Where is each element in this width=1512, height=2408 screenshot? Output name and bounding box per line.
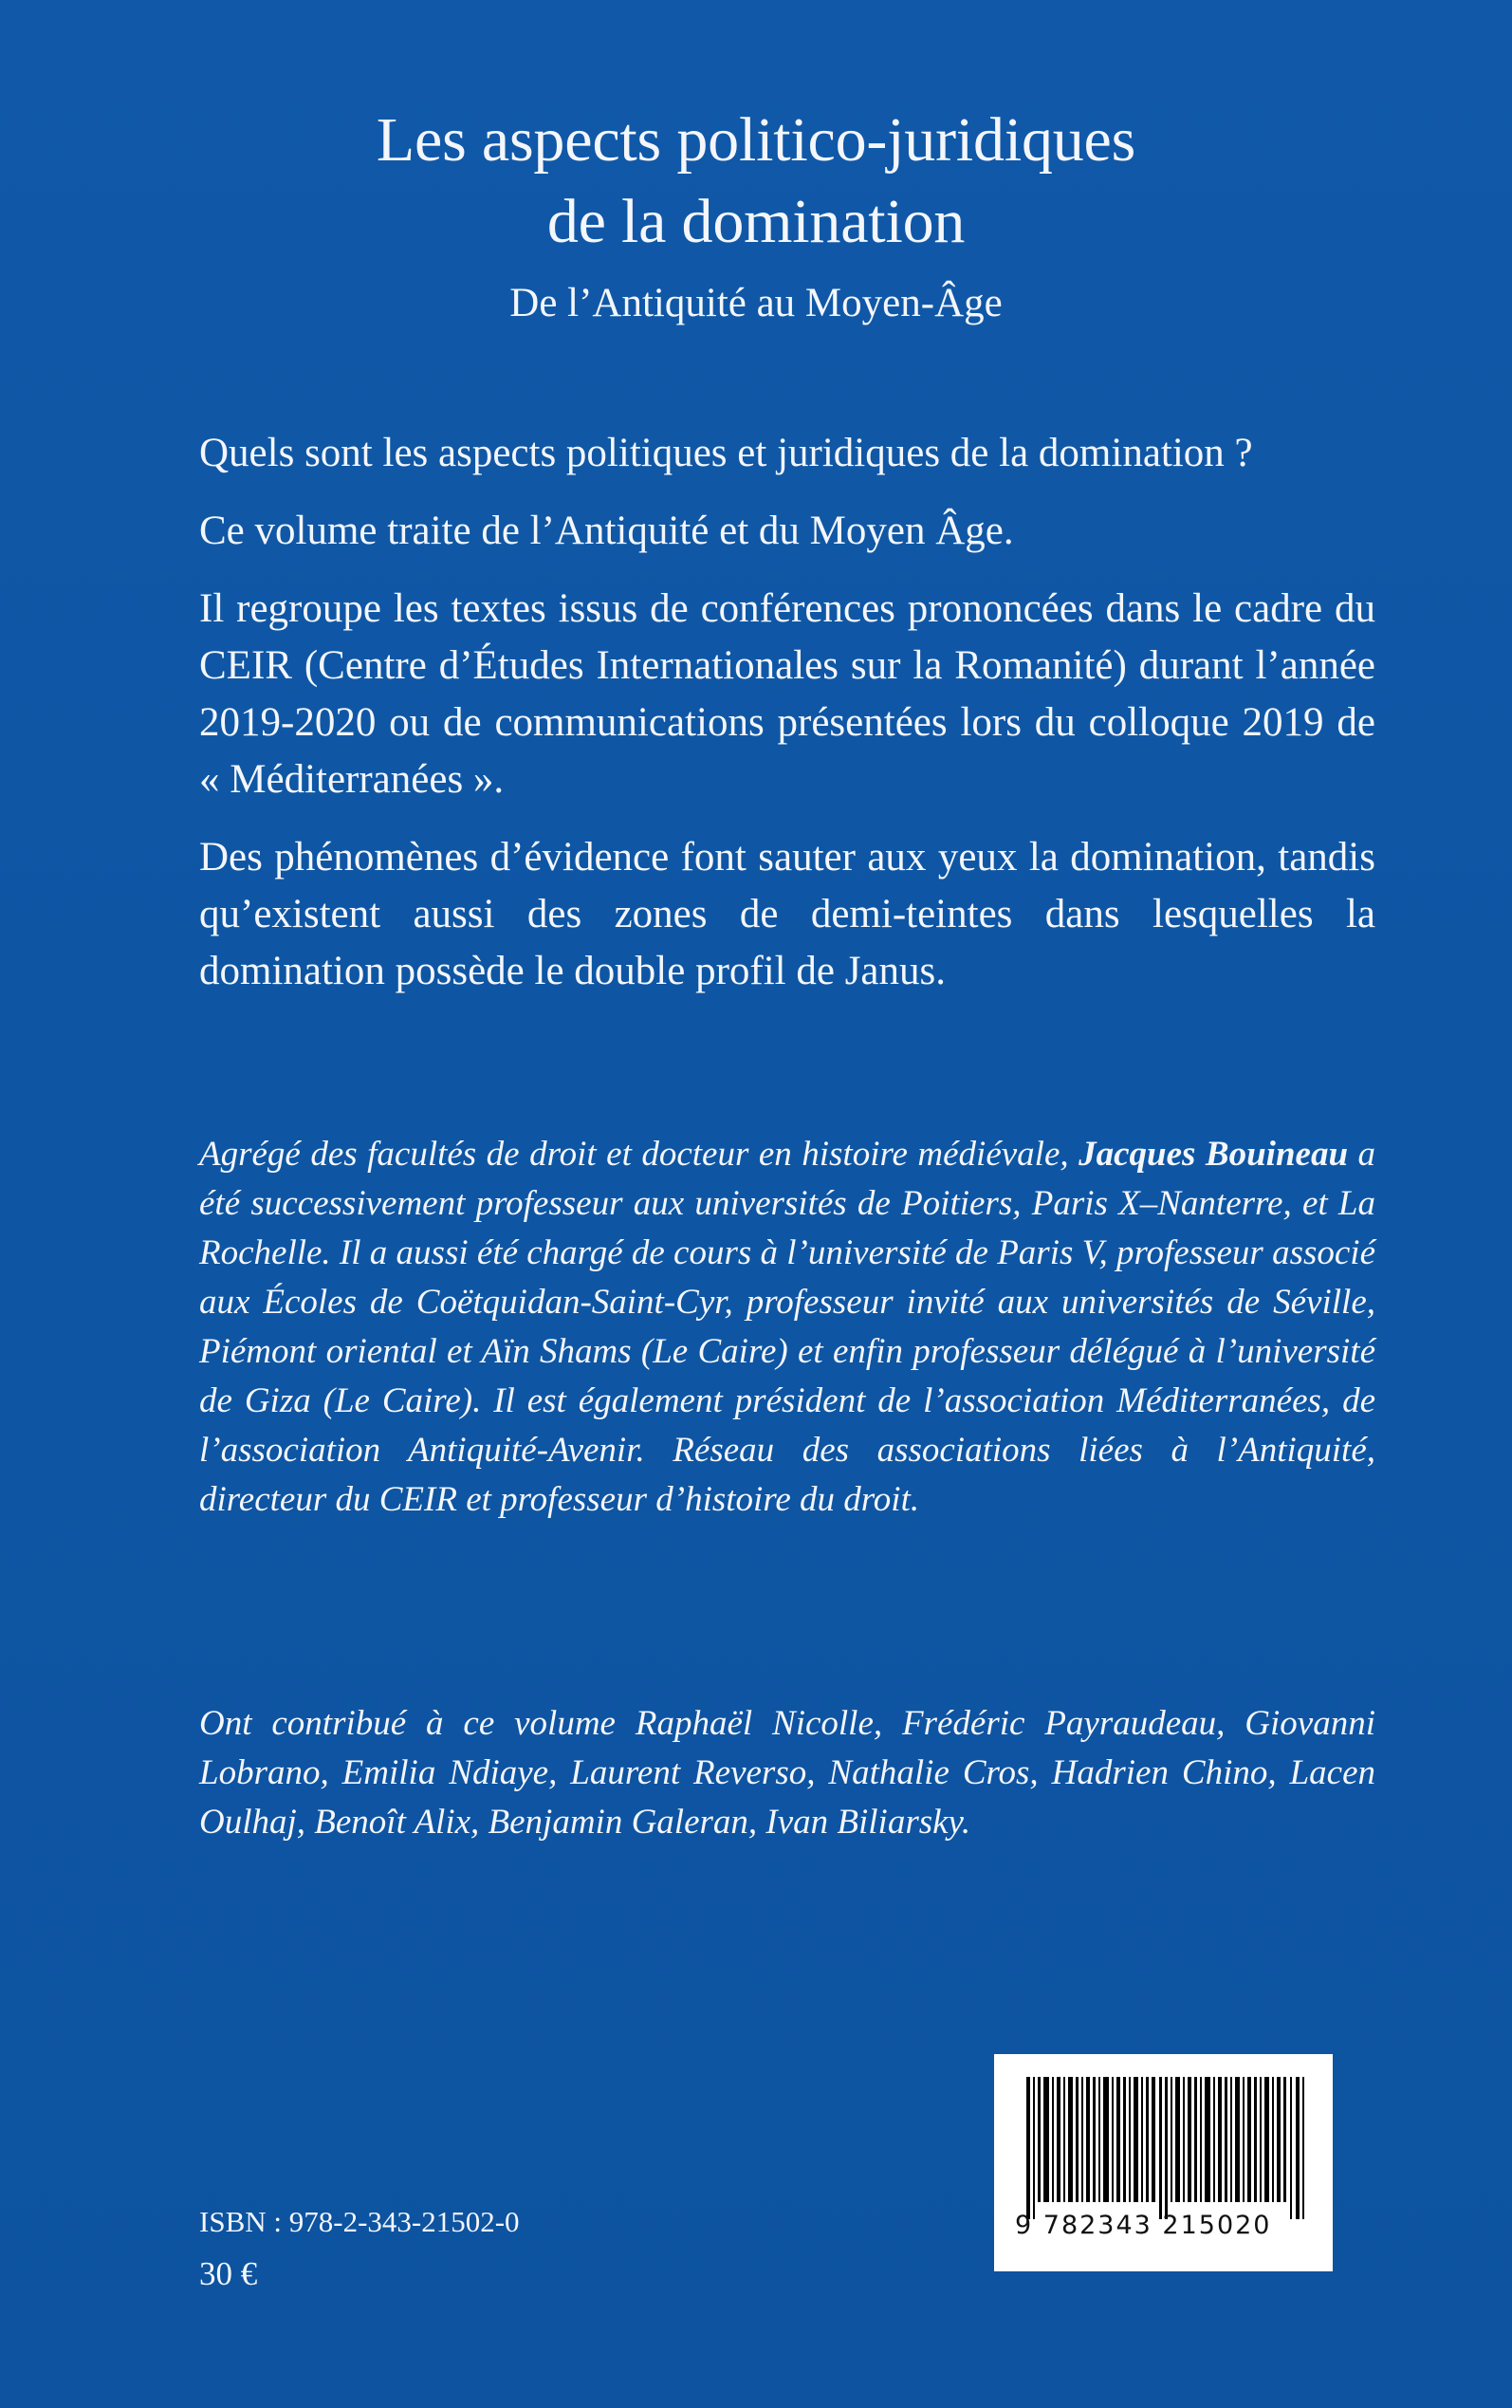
price: 30 €: [199, 2255, 258, 2292]
book-subtitle: De l’Antiquité au Moyen-Âge: [509, 281, 1003, 325]
summary-paragraph-2: Ce volume traite de l’Antiquité et du Moyen Âge.: [199, 509, 1014, 553]
barcode-number: 9 782343 215020: [1015, 2211, 1272, 2240]
author-bio-text: [199, 1130, 1375, 1525]
summary-paragraph-4: Des phénomènes d’évidence font sauter aux yeux la domination, tandis qu’existent aussi des zones de demi-teintes dans lesquelles la domination possède le double profil de Janus.: [199, 835, 1375, 993]
book-title-line-1: Les aspects politico-juridiques: [376, 105, 1136, 175]
summary: [199, 425, 1375, 1021]
barcode-bars: [1026, 2077, 1308, 2219]
book-title: [0, 100, 1512, 263]
author-bio: [199, 1130, 1375, 1525]
summary-paragraph-1: Quels sont les aspects politiques et juridiques de la domination ?: [199, 431, 1253, 475]
book-title-line-2: de la domination: [546, 187, 966, 256]
author-name: Jacques Bouineau: [1079, 1135, 1349, 1174]
summary-paragraph-3: Il regroupe les textes issus de conférences prononcées dans le cadre du CEIR (Centre d’Études Internationales sur la Romanité) durant l’année 2019-2020 ou de communications présentées lors du colloque 2019 de « Méditerranées ».: [199, 586, 1375, 802]
author-bio-rest: a été successivement professeur aux universités de Poitiers, Paris X–Nanterre, et La Rochelle. Il a aussi été chargé de cours à l’université de Paris V, professeur associé aux Écoles de Coëtquidan-Saint-Cyr, professeur invité aux universités de Séville, Piémont oriental et Aïn Shams (Le Caire) et enfin professeur délégué à l’université de Giza (Le Caire). Il est également président de l’association Méditerranées, de l’association Antiquité-Avenir. Réseau des associations liées à l’Antiquité, directeur du CEIR et professeur d’histoire du droit.: [199, 1135, 1376, 1519]
author-bio-intro: Agrégé des facultés de droit et docteur en histoire médiévale,: [199, 1135, 1069, 1174]
contributors: [199, 1699, 1375, 1847]
isbn: ISBN : 978-2-343-21502-0: [199, 2205, 520, 2238]
barcode: [994, 2054, 1333, 2271]
title-block: [0, 100, 1512, 329]
contributors-text: Ont contribué à ce volume Raphaël Nicolle, Frédéric Payraudeau, Giovanni Lobrano, Emilia Ndiaye, Laurent Reverso, Nathalie Cros, Hadrien Chino, Lacen Oulhaj, Benoît Alix, Benjamin Galeran, Ivan Biliarsky.: [199, 1704, 1375, 1842]
